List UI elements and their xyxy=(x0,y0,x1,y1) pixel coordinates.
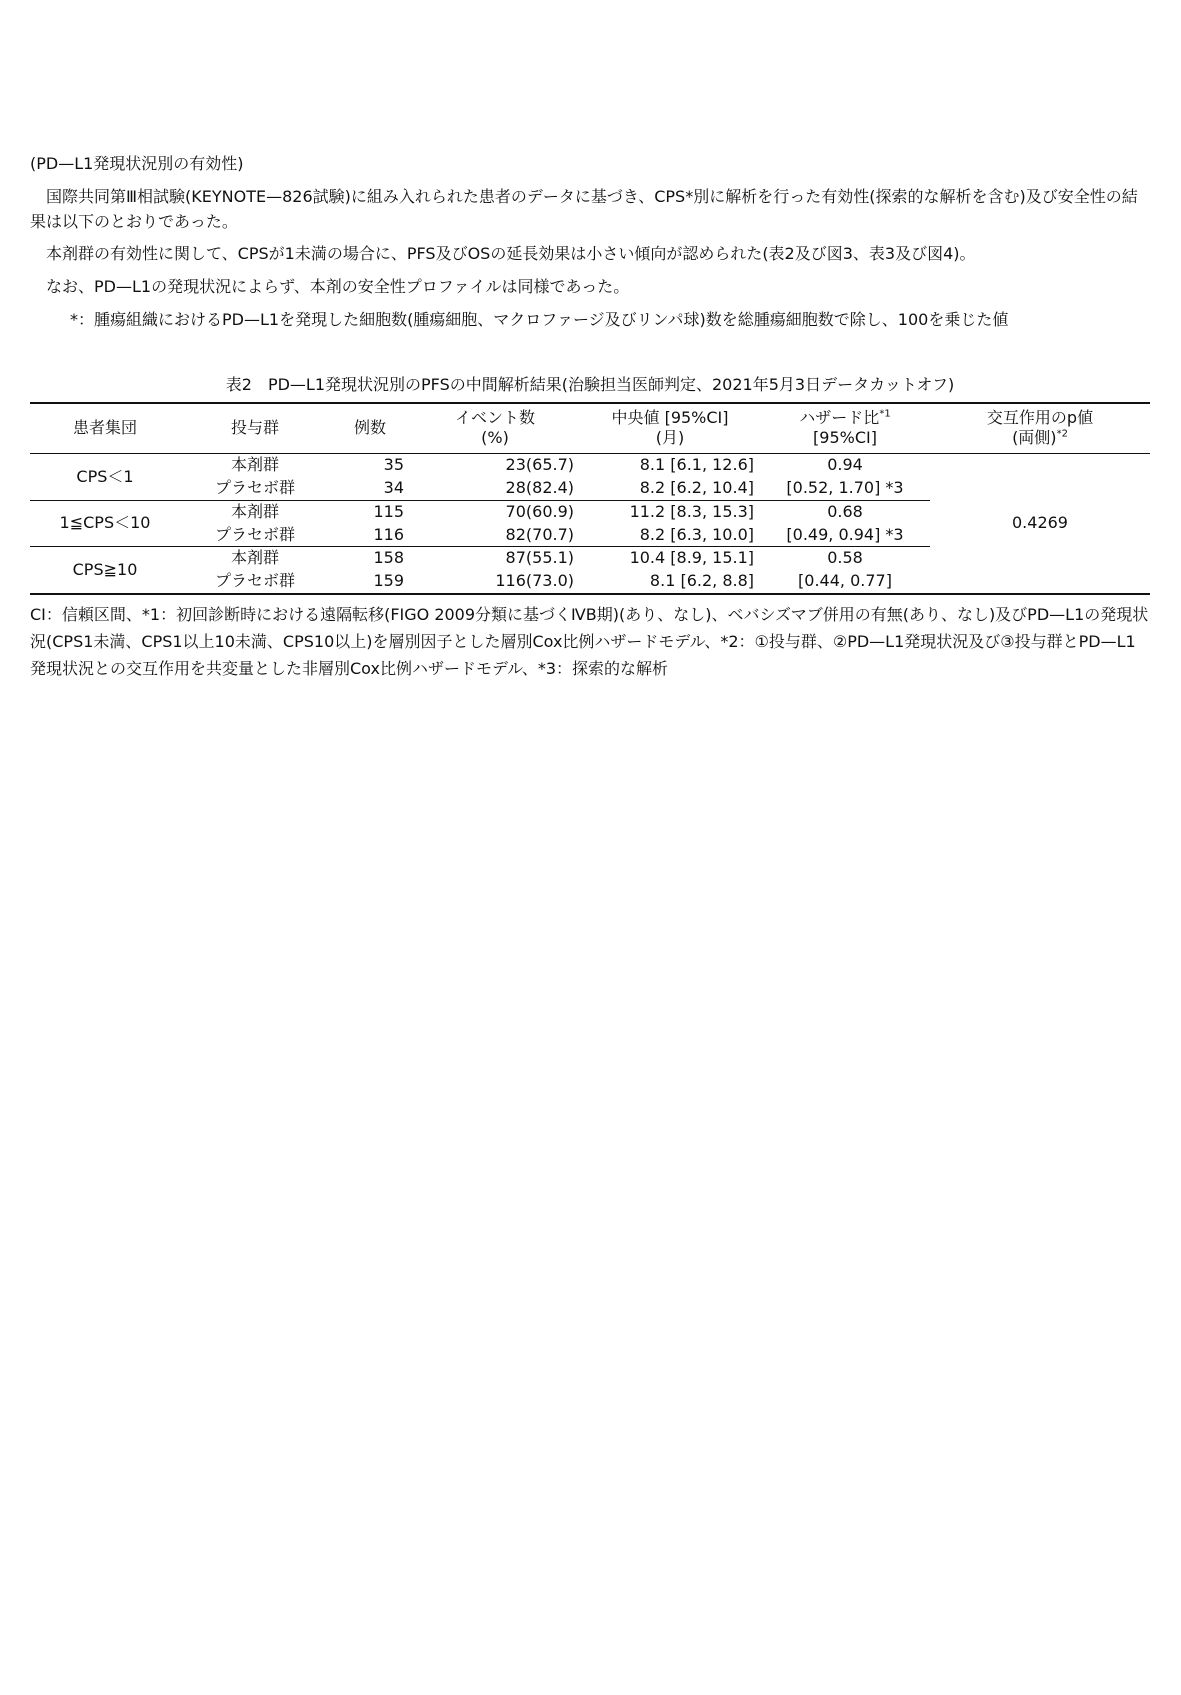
events-cell: 87(55.1) xyxy=(505,548,574,568)
group-name: 1≦CPS＜10 xyxy=(30,500,180,547)
paragraph-1: 国際共同第Ⅲ相試験(KEYNOTE—826試験)に組み入れられた患者のデータに基づき、CPS*別に解析を行った有効性(探索的な解析を含む)及び安全性の結果は以下のとおりであった。 xyxy=(30,186,1138,231)
events-cell: 82(70.7) xyxy=(410,524,580,547)
median-cell: 10.4 [8.9, 15.1] xyxy=(629,548,754,568)
group-name: CPS≧10 xyxy=(30,547,180,594)
hr-cell: 0.58 xyxy=(827,548,863,568)
events-cell: 116(73.0) xyxy=(410,570,580,594)
arm-cell: プラセボ群 xyxy=(180,570,330,594)
header-pvalue: 交互作用のp値 (両側)$^{*2}$ xyxy=(930,403,1150,454)
pvalue-cell: 0.4269 xyxy=(930,454,1150,594)
cps-definition-note: *：腫瘍組織におけるPD—L1を発現した細胞数(腫瘍細胞、マクロファージ及びリンパ球)数を総腫瘍細胞数で除し、100を乗じた値 xyxy=(70,309,1009,329)
events-cell: 70(60.9) xyxy=(505,501,574,521)
header-hr: ハザード比$^{*1}$ [95%CI] xyxy=(760,403,930,454)
median-cell: 8.1 [6.1, 12.6] xyxy=(639,455,754,475)
header-events: イベント数 (%) xyxy=(410,403,580,454)
n-cell: 35 xyxy=(383,455,404,475)
n-cell: 116 xyxy=(330,524,410,547)
events-cell: 23(65.7) xyxy=(505,455,574,475)
table-header-row xyxy=(30,403,1150,454)
median-cell: 8.1 [6.2, 8.8] xyxy=(580,570,760,594)
median-cell: 8.2 [6.3, 10.0] xyxy=(580,524,760,547)
header-arm: 投与群 xyxy=(180,403,330,454)
arm-cell: 本剤群 xyxy=(230,548,279,568)
hr-cell: [0.49, 0.94] *3 xyxy=(760,524,930,547)
arm-cell: プラセボ群 xyxy=(180,524,330,547)
hr-cell: [0.44, 0.77] xyxy=(760,570,930,594)
paragraph-3: なお、PD—L1の発現状況によらず、本剤の安全性プロファイルは同様であった。 xyxy=(46,277,630,297)
paragraph-2: 本剤群の有効性に関して、CPSが1未満の場合に、PFS及びOSの延長効果は小さい傾向が認められた(表2及び図3、表3及び図4)。 xyxy=(46,244,976,264)
header-n: 例数 xyxy=(330,403,410,454)
group-name: CPS＜1 xyxy=(30,454,180,501)
events-cell: 28(82.4) xyxy=(410,477,580,500)
header-median: 中央値 [95%CI] (月) xyxy=(580,403,760,454)
hr-cell: [0.52, 1.70] *3 xyxy=(760,477,930,500)
arm-cell: 本剤群 xyxy=(230,501,279,521)
table-caption: 表2 PD—L1発現状況別のPFSの中間解析結果(治験担当医師判定、2021年5月3日データカットオフ) xyxy=(225,374,955,394)
header-group: 患者集団 xyxy=(30,403,180,454)
hr-cell: 0.68 xyxy=(827,501,863,521)
n-cell: 159 xyxy=(330,570,410,594)
median-cell: 11.2 [8.3, 15.3] xyxy=(629,501,754,521)
arm-cell: プラセボ群 xyxy=(180,477,330,500)
section-heading: (PD—L1発現状況別の有効性) xyxy=(30,154,244,173)
arm-cell: 本剤群 xyxy=(230,455,279,475)
table-row xyxy=(30,454,1150,477)
median-cell: 8.2 [6.2, 10.4] xyxy=(580,477,760,500)
n-cell: 158 xyxy=(373,548,404,568)
n-cell: 34 xyxy=(330,477,410,500)
pfs-table xyxy=(30,402,1150,595)
n-cell: 115 xyxy=(373,501,404,521)
document-page xyxy=(30,152,1150,699)
hr-cell: 0.94 xyxy=(827,455,863,475)
table-footnote: CI：信頼区間、*1：初回診断時における遠隔転移(FIGO 2009分類に基づくⅣB期)(あり、なし)、ベバシズマブ併用の有無(あり、なし)及びPD—L1の発現状況(CPS1未満、CPS1以上10未満、CPS10以上)を層別因子とした層別Cox比例ハザードモデル、*2：①投与群、②PD—L1発現状況及び③投与群とPD—L1発現状況との交互作用を共変量とした非層別Cox比例ハザードモデル、*3：探索的な解析 xyxy=(30,604,1149,679)
